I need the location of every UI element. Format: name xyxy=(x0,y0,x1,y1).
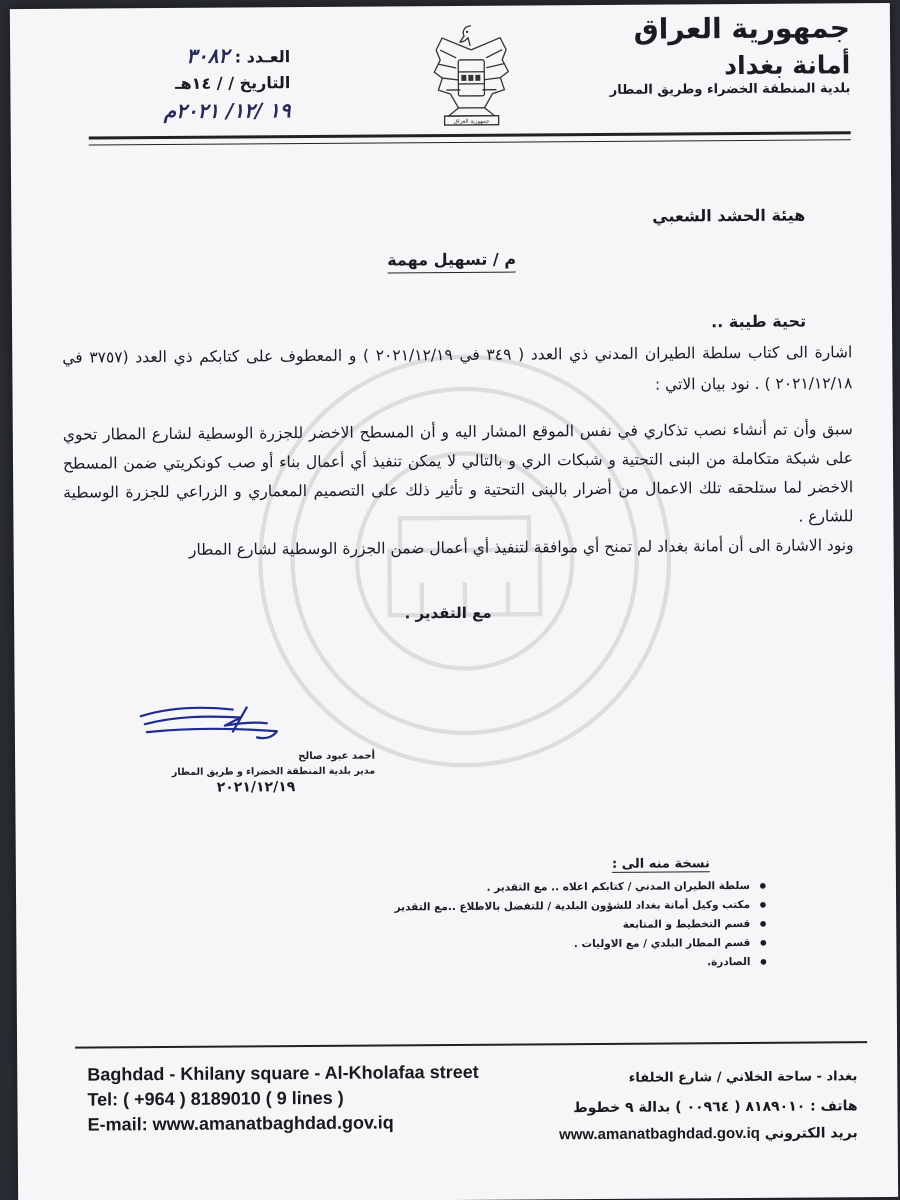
date-value: ١٩ /١٢/ ٢٠٢١م xyxy=(163,98,291,124)
amana-title: أمانة بغداد xyxy=(724,50,851,81)
footer-rule xyxy=(75,1041,867,1049)
subject-line xyxy=(12,247,892,272)
emblem-caption: جمهورية العراق xyxy=(453,118,490,125)
letter-page xyxy=(10,3,898,1200)
iraq-emblem-icon xyxy=(428,20,515,137)
list-item: • قسم المطار البلدي / مع الاوليات . xyxy=(328,937,768,952)
reference-number xyxy=(80,43,290,68)
signature-date: ٢٠٢١/١٢/١٩ xyxy=(216,779,296,796)
footer-email-en: E-mail: www.amanatbaghdad.gov.iq xyxy=(87,1112,394,1135)
handwritten-signature xyxy=(137,701,287,752)
closing-regards xyxy=(14,601,898,625)
list-item: • قسم التخطيط و المتابعة xyxy=(328,918,768,933)
municipality-title: بلدية المنطقة الخضراء وطريق المطار xyxy=(609,81,851,98)
subject-text: م / تسهيل مهمة xyxy=(387,250,516,274)
letterhead xyxy=(609,11,850,98)
footer-email-label: بريد الكتروني xyxy=(764,1125,858,1142)
list-item: • سلطة الطيران المدني / كتابكم اعلاه .. مع التقدير . xyxy=(328,880,768,895)
copies-heading-text: نسخة منه الى : xyxy=(611,856,710,872)
footer-email-ar xyxy=(559,1124,858,1143)
signature-block xyxy=(125,751,375,797)
signer-name: أحمد عبود صالح xyxy=(298,750,376,763)
gregorian-date xyxy=(80,98,290,123)
number-label: العـدد : xyxy=(234,47,291,67)
regards-text: مع التقدير . xyxy=(404,603,492,623)
main-paragraph-text: سبق وأن تم أنشاء نصب تذكاري في نفس الموقع المشار اليه و أن المسطح الاخضر للجزرة الوسطية لشارع المطار تحوي على شبكة متكاملة من البنى التحتية و شبكات الري و بالتالي لا يمكن تنفيذ أي أعمال بناء أو صب كونكريتي ضمن المسطح الاخضر لما ستلحقه تلك الاعمال من أضرار بالبنى التحتية و تأثير ذلك على التصميم المعماري و الزراعي للجزرة الوسطية للشارع . xyxy=(62,420,854,526)
greeting: تحية طيبة .. xyxy=(711,311,807,332)
number-value: ٣٠٨٢ xyxy=(186,43,230,68)
hijri-date: التاريخ / / ١٤هـ xyxy=(175,73,291,93)
addressee: هيئة الحشد الشعبي xyxy=(652,205,806,226)
list-item: • الصادرة. xyxy=(328,956,768,971)
footer-email-url: www.amanatbaghdad.gov.iq xyxy=(558,1124,760,1144)
notice-paragraph-text: ونود الاشارة الى أن أمانة بغداد لم تمنح أي موافقة لتنفيذ أي أعمال ضمن الجزرة الوسطية لشارع المطار xyxy=(188,536,854,559)
main-paragraph xyxy=(63,415,854,566)
list-item: • مكتب وكيل أمانة بغداد للشؤون البلدية / للتفضل بالاطلاع ..مع التقدير xyxy=(328,899,768,914)
footer-phone-en: Tel: ( +964 ) 8189010 ( 9 lines ) xyxy=(87,1087,344,1110)
header-rule-thin xyxy=(89,139,851,145)
footer-arabic xyxy=(559,1069,858,1143)
footer-english xyxy=(87,1060,479,1138)
copies-list xyxy=(328,880,769,978)
footer-address-en: Baghdad - Khilany square - Al-Kholafaa street xyxy=(87,1061,479,1085)
footer-address-ar: بغداد - ساحة الخلاني / شارع الخلفاء xyxy=(628,1069,858,1086)
signer-title: مدير بلدية المنطقة الخضراء و طريق المطار xyxy=(171,765,376,778)
reference-block xyxy=(80,43,291,129)
republic-title: جمهورية العراق xyxy=(633,11,851,46)
reference-paragraph: اشارة الى كتاب سلطة الطيران المدني ذي العدد ( ٣٤٩ في ٢٠٢١/١٢/١٩ ) و المعطوف على كتابكم ذي العدد (٣٧٥٧ في ٢٠٢١/١٢/١٨ ) . نود بيان الاتي : xyxy=(62,343,853,394)
copies-heading xyxy=(612,856,710,872)
footer-phone-ar: هاتف : ٨١٨٩٠١٠ ( ٠٠٩٦٤ ) بدالة ٩ خطوط xyxy=(573,1098,858,1117)
